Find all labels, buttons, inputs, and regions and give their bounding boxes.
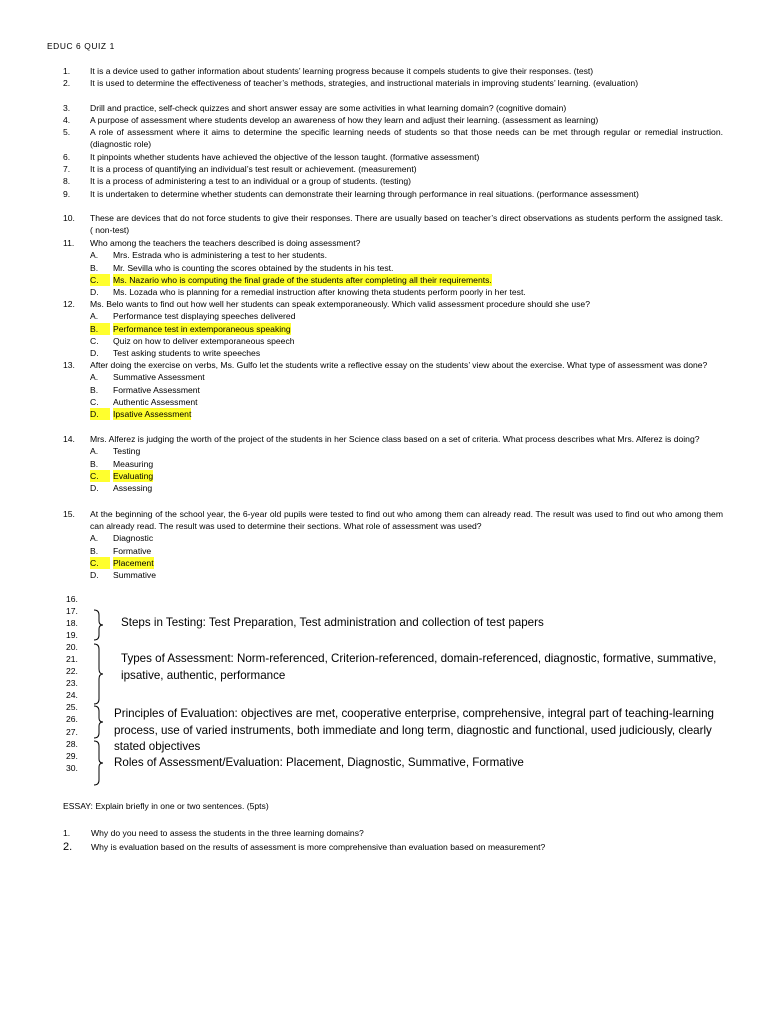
question-item bbox=[63, 65, 723, 77]
question-number: 8. bbox=[63, 176, 71, 186]
option-item bbox=[90, 545, 723, 557]
question-number: 13. bbox=[63, 360, 75, 370]
option-letter: D. bbox=[90, 287, 99, 298]
question-text: A purpose of assessment where students develop an awareness of how they learn and adjust their learning. (assessment as learning) bbox=[90, 115, 599, 125]
option-text-highlighted: Placement bbox=[113, 558, 154, 568]
options-list bbox=[90, 445, 723, 494]
option-letter: B. bbox=[90, 458, 99, 469]
option-letter: A. bbox=[90, 533, 99, 544]
question-item bbox=[63, 126, 723, 150]
option-text: Summative bbox=[113, 570, 156, 581]
option-letter: A. bbox=[90, 372, 99, 383]
question-text: It pinpoints whether students have achieved the objective of the lesson taught. (formative assessment) bbox=[90, 152, 480, 162]
question-number: 4. bbox=[63, 115, 71, 125]
enum-number: 27. bbox=[66, 726, 78, 737]
option-letter: A. bbox=[90, 311, 99, 322]
option-text-highlighted: Ipsative Assessment bbox=[113, 409, 192, 420]
option-item bbox=[90, 569, 723, 581]
option-text: Performance test displaying speeches delivered bbox=[113, 311, 296, 322]
question-number: 2. bbox=[63, 78, 71, 88]
option-text: Formative bbox=[113, 545, 152, 556]
options-list bbox=[90, 532, 723, 581]
option-item bbox=[90, 286, 723, 298]
question-item bbox=[63, 151, 723, 163]
question-item bbox=[63, 114, 723, 126]
right-brace-icon bbox=[90, 643, 110, 705]
question-text: A role of assessment where it aims to determine the specific learning needs of students so that those needs can be met through regular or remedial instruction. (diagnostic role) bbox=[90, 127, 723, 150]
enum-number: 30. bbox=[66, 762, 78, 773]
option-letter: C. bbox=[90, 557, 110, 569]
essay-question-number: 2. bbox=[63, 841, 73, 853]
enum-number: 29. bbox=[66, 750, 78, 761]
option-item bbox=[90, 249, 723, 261]
enum-number: 16. bbox=[66, 594, 78, 604]
right-brace-icon bbox=[90, 705, 110, 739]
option-text: Mr. Sevilla who is counting the scores obtained by the students in his test. bbox=[113, 262, 394, 273]
enum-number: 20. bbox=[66, 642, 78, 653]
option-item bbox=[90, 384, 723, 396]
essay-question-text: Why do you need to assess the students in the three learning domains? bbox=[91, 828, 364, 838]
options-list bbox=[90, 371, 723, 420]
question-text: Who among the teachers the teachers described is doing assessment? bbox=[90, 238, 361, 248]
option-item bbox=[90, 557, 723, 569]
question-number: 10. bbox=[63, 213, 75, 223]
option-item bbox=[90, 396, 723, 408]
option-text-highlighted: Evaluating bbox=[113, 470, 154, 481]
enum-number: 18. bbox=[66, 618, 78, 629]
option-letter: D. bbox=[90, 348, 99, 359]
question-text: It is a device used to gather information about students’ learning progress because it compels students to give their responses. (test) bbox=[90, 66, 594, 76]
question-text: It is undertaken to determine whether students can demonstrate their learning through performance in real situations. (performance assessment) bbox=[90, 189, 639, 199]
question-item bbox=[63, 102, 723, 114]
option-letter: A. bbox=[90, 250, 99, 261]
essay-question-text: Why is evaluation based on the results of assessment is more comprehensive than evaluation based on measurement? bbox=[91, 842, 546, 852]
option-item bbox=[90, 335, 723, 347]
question-number: 14. bbox=[63, 434, 75, 444]
question-item bbox=[63, 433, 723, 494]
option-text: Diagnostic bbox=[113, 533, 154, 544]
enum-section-roles-of-assessment: Roles of Assessment/Evaluation: Placement, Diagnostic, Summative, Formative bbox=[114, 756, 524, 769]
option-text: Mrs. Estrada who is administering a test to her students. bbox=[113, 250, 327, 261]
option-letter: B. bbox=[90, 323, 110, 335]
option-letter: C. bbox=[90, 470, 110, 482]
enum-number: 28. bbox=[66, 738, 78, 749]
options-list bbox=[90, 310, 723, 359]
option-text: Ms. Lozada who is planning for a remedial instruction after knowing theta students perform poorly in her test. bbox=[113, 287, 526, 298]
question-item bbox=[63, 77, 723, 89]
question-number: 5. bbox=[63, 127, 71, 137]
option-item bbox=[90, 470, 723, 482]
options-list bbox=[90, 249, 723, 298]
essay-question bbox=[63, 841, 723, 853]
question-item bbox=[63, 237, 723, 298]
option-text: Test asking students to write speeches bbox=[113, 348, 261, 359]
enum-section-types-of-assessment: Types of Assessment: Norm-referenced, Criterion-referenced, domain-referenced, diagnostic, formative, summative, ipsative, authentic, performance bbox=[121, 652, 717, 682]
essay-question bbox=[63, 827, 723, 839]
option-letter: D. bbox=[90, 408, 110, 420]
right-brace-icon bbox=[90, 740, 110, 786]
option-text-highlighted: Ms. Nazario who is computing the final grade of the students after completing all their requirements. bbox=[113, 274, 492, 285]
option-text: Measuring bbox=[113, 458, 154, 469]
option-letter: B. bbox=[90, 262, 99, 273]
enumeration-numbers bbox=[66, 593, 86, 774]
option-letter: C. bbox=[90, 335, 99, 346]
question-number: 15. bbox=[63, 509, 75, 519]
enum-number: 24. bbox=[66, 690, 78, 701]
option-text-highlighted: Performance test in extemporaneous speaking bbox=[113, 323, 291, 334]
enum-section-principles-of-evaluation: Principles of Evaluation: objectives are met, cooperative enterprise, comprehensive, integral part of teaching-learning process, use of varied instruments, both immediate and long term, diagnostic and functional, used judiciously, clearly stated objectives bbox=[114, 707, 714, 753]
option-item bbox=[90, 408, 723, 420]
question-item bbox=[63, 359, 723, 420]
document-title: EDUC 6 QUIZ 1 bbox=[47, 41, 115, 51]
question-item bbox=[63, 188, 723, 200]
question-text: Mrs. Alferez is judging the worth of the project of the students in her Science class based on a set of criteria. What process describes what Mrs. Alferez is doing? bbox=[90, 434, 700, 444]
question-text: It is used to determine the effectiveness of teacher’s methods, strategies, and instructional materials in improving students’ learning. (evaluation) bbox=[90, 78, 639, 88]
question-text: It is a process of administering a test to an individual or a group of students. (testing) bbox=[90, 176, 412, 186]
enum-number: 22. bbox=[66, 666, 78, 677]
option-item bbox=[90, 323, 723, 335]
question-text: After doing the exercise on verbs, Ms. Gulfo let the students write a reflective essay on the students’ view about the exercise. What type of assessment was done? bbox=[90, 360, 708, 370]
enum-number: 21. bbox=[66, 654, 78, 665]
option-item bbox=[90, 262, 723, 274]
option-text: Testing bbox=[113, 446, 141, 457]
question-number: 7. bbox=[63, 164, 71, 174]
enum-number: 17. bbox=[66, 606, 78, 617]
question-number: 6. bbox=[63, 152, 71, 162]
question-text: Ms. Belo wants to find out how well her students can speak extemporaneously. Which valid assessment procedure should she use? bbox=[90, 299, 590, 309]
option-item bbox=[90, 310, 723, 322]
option-text: Authentic Assessment bbox=[113, 396, 198, 407]
question-number: 12. bbox=[63, 299, 75, 309]
option-letter: C. bbox=[90, 274, 110, 286]
right-brace-icon bbox=[90, 609, 110, 641]
enum-section-steps-in-testing: Steps in Testing: Test Preparation, Test administration and collection of test papers bbox=[121, 616, 544, 629]
question-number: 1. bbox=[63, 66, 71, 76]
option-item bbox=[90, 482, 723, 494]
question-item bbox=[63, 508, 723, 582]
option-letter: B. bbox=[90, 545, 99, 556]
option-text: Formative Assessment bbox=[113, 384, 200, 395]
option-item bbox=[90, 274, 723, 286]
question-item bbox=[63, 163, 723, 175]
enum-number: 26. bbox=[66, 714, 78, 725]
option-text: Quiz on how to deliver extemporaneous speech bbox=[113, 335, 295, 346]
essay-question-number: 1. bbox=[63, 828, 71, 838]
option-item bbox=[90, 458, 723, 470]
question-text: Drill and practice, self-check quizzes and short answer essay are some activities in what learning domain? (cognitive domain) bbox=[90, 103, 567, 113]
essay-heading: ESSAY: Explain briefly in one or two sentences. (5pts) bbox=[63, 801, 269, 811]
option-letter: A. bbox=[90, 446, 99, 457]
question-item bbox=[63, 298, 723, 359]
option-letter: D. bbox=[90, 483, 99, 494]
question-item bbox=[63, 212, 723, 236]
question-text: At the beginning of the school year, the 6-year old pupils were tested to find out who among them can already read. The result was used to find out who among them can already read. The result was used to determine their sections. What role of assessment was used? bbox=[90, 509, 723, 532]
option-item bbox=[90, 347, 723, 359]
enum-number: 19. bbox=[66, 630, 78, 641]
enum-number: 25. bbox=[66, 702, 78, 713]
option-item bbox=[90, 445, 723, 457]
option-item bbox=[90, 371, 723, 383]
question-item bbox=[63, 175, 723, 187]
option-text: Assessing bbox=[113, 483, 153, 494]
option-letter: D. bbox=[90, 570, 99, 581]
question-number: 3. bbox=[63, 103, 71, 113]
question-number: 11. bbox=[63, 238, 75, 248]
question-text: These are devices that do not force students to give their responses. There are usually based on teacher’s direct observations as students perform the assigned task. ( non-test) bbox=[90, 213, 723, 236]
enum-number: 23. bbox=[66, 678, 78, 689]
option-item bbox=[90, 532, 723, 544]
option-text: Summative Assessment bbox=[113, 372, 205, 383]
option-letter: B. bbox=[90, 384, 99, 395]
option-letter: C. bbox=[90, 396, 99, 407]
question-text: It is a process of quantifying an individual’s test result or achievement. (measurement) bbox=[90, 164, 417, 174]
question-number: 9. bbox=[63, 189, 71, 199]
